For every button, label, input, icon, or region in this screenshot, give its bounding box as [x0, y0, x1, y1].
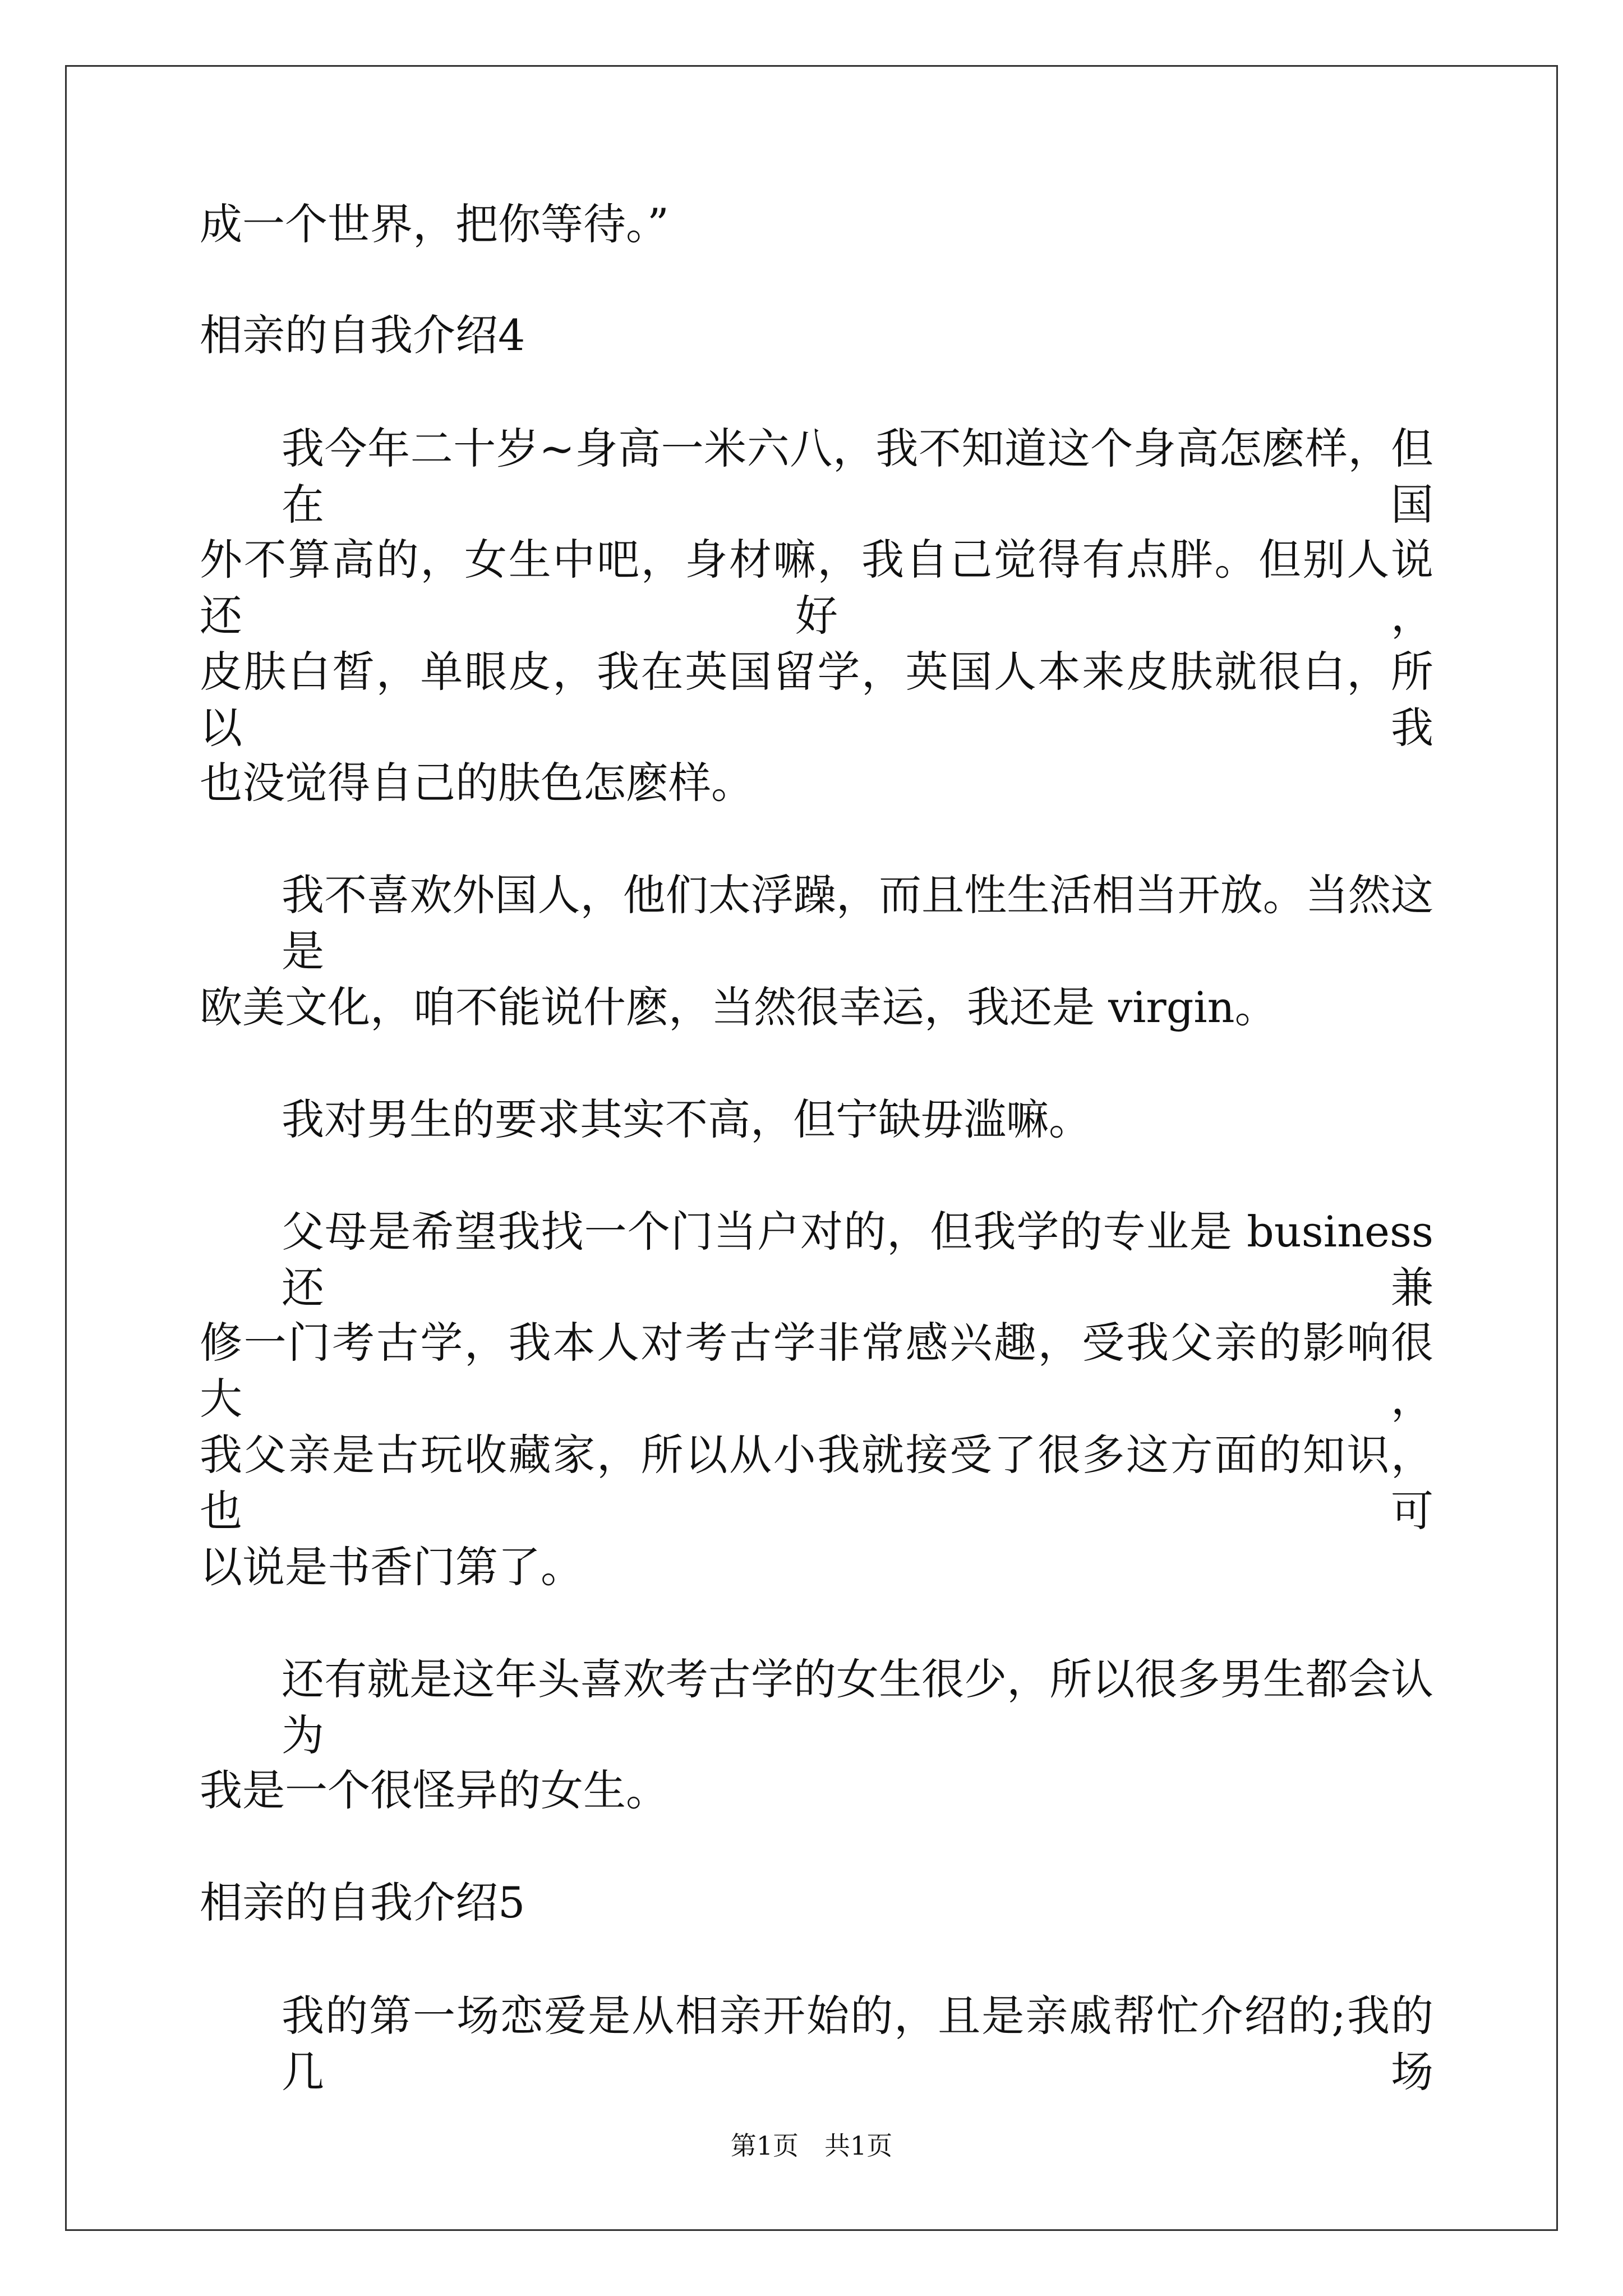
page-footer: 第1页 共1页: [730, 2131, 893, 2161]
text-line: 外不算高的，女生中吧，身材嘛，我自己觉得有点胖。但别人说还好，: [200, 535, 1433, 641]
text-line: 也没觉得自己的肤色怎麽样。: [200, 758, 754, 808]
text-line: 以说是书香门第了。: [200, 1542, 583, 1592]
text-line: 成一个世界，把你等待。”: [200, 199, 669, 249]
text-line: 我今年二十岁~身高一米六八，我不知道这个身高怎麽样，但在国: [282, 424, 1433, 530]
text-line: 还有就是这年头喜欢考古学的女生很少，所以很多男生都会认为: [282, 1654, 1433, 1760]
section-heading: 相亲的自我介绍4: [200, 310, 525, 360]
text-line: 我父亲是古玩收藏家，所以从小我就接受了很多这方面的知识，也可: [200, 1430, 1433, 1536]
text-line: 我不喜欢外国人，他们太浮躁，而且性生活相当开放。当然这是: [282, 870, 1433, 976]
text-line: 我是一个很怪异的女生。: [200, 1765, 668, 1815]
text-line: 欧美文化，咱不能说什麽，当然很幸运，我还是 virgin。: [200, 982, 1278, 1032]
text-line: 我的第一场恋爱是从相亲开始的，且是亲戚帮忙介绍的;我的几场: [282, 1991, 1433, 2097]
text-line: 我对男生的要求其实不高，但宁缺毋滥嘛。: [282, 1094, 1091, 1144]
text-line: 父母是希望我找一个门当户对的，但我学的专业是 business 还兼: [282, 1207, 1433, 1313]
text-line: 修一门考古学，我本人对考古学非常感兴趣，受我父亲的影响很大，: [200, 1318, 1433, 1424]
text-line: 皮肤白皙，单眼皮，我在英国留学，英国人本来皮肤就很白，所以我: [200, 647, 1433, 753]
section-heading: 相亲的自我介绍5: [200, 1878, 525, 1927]
